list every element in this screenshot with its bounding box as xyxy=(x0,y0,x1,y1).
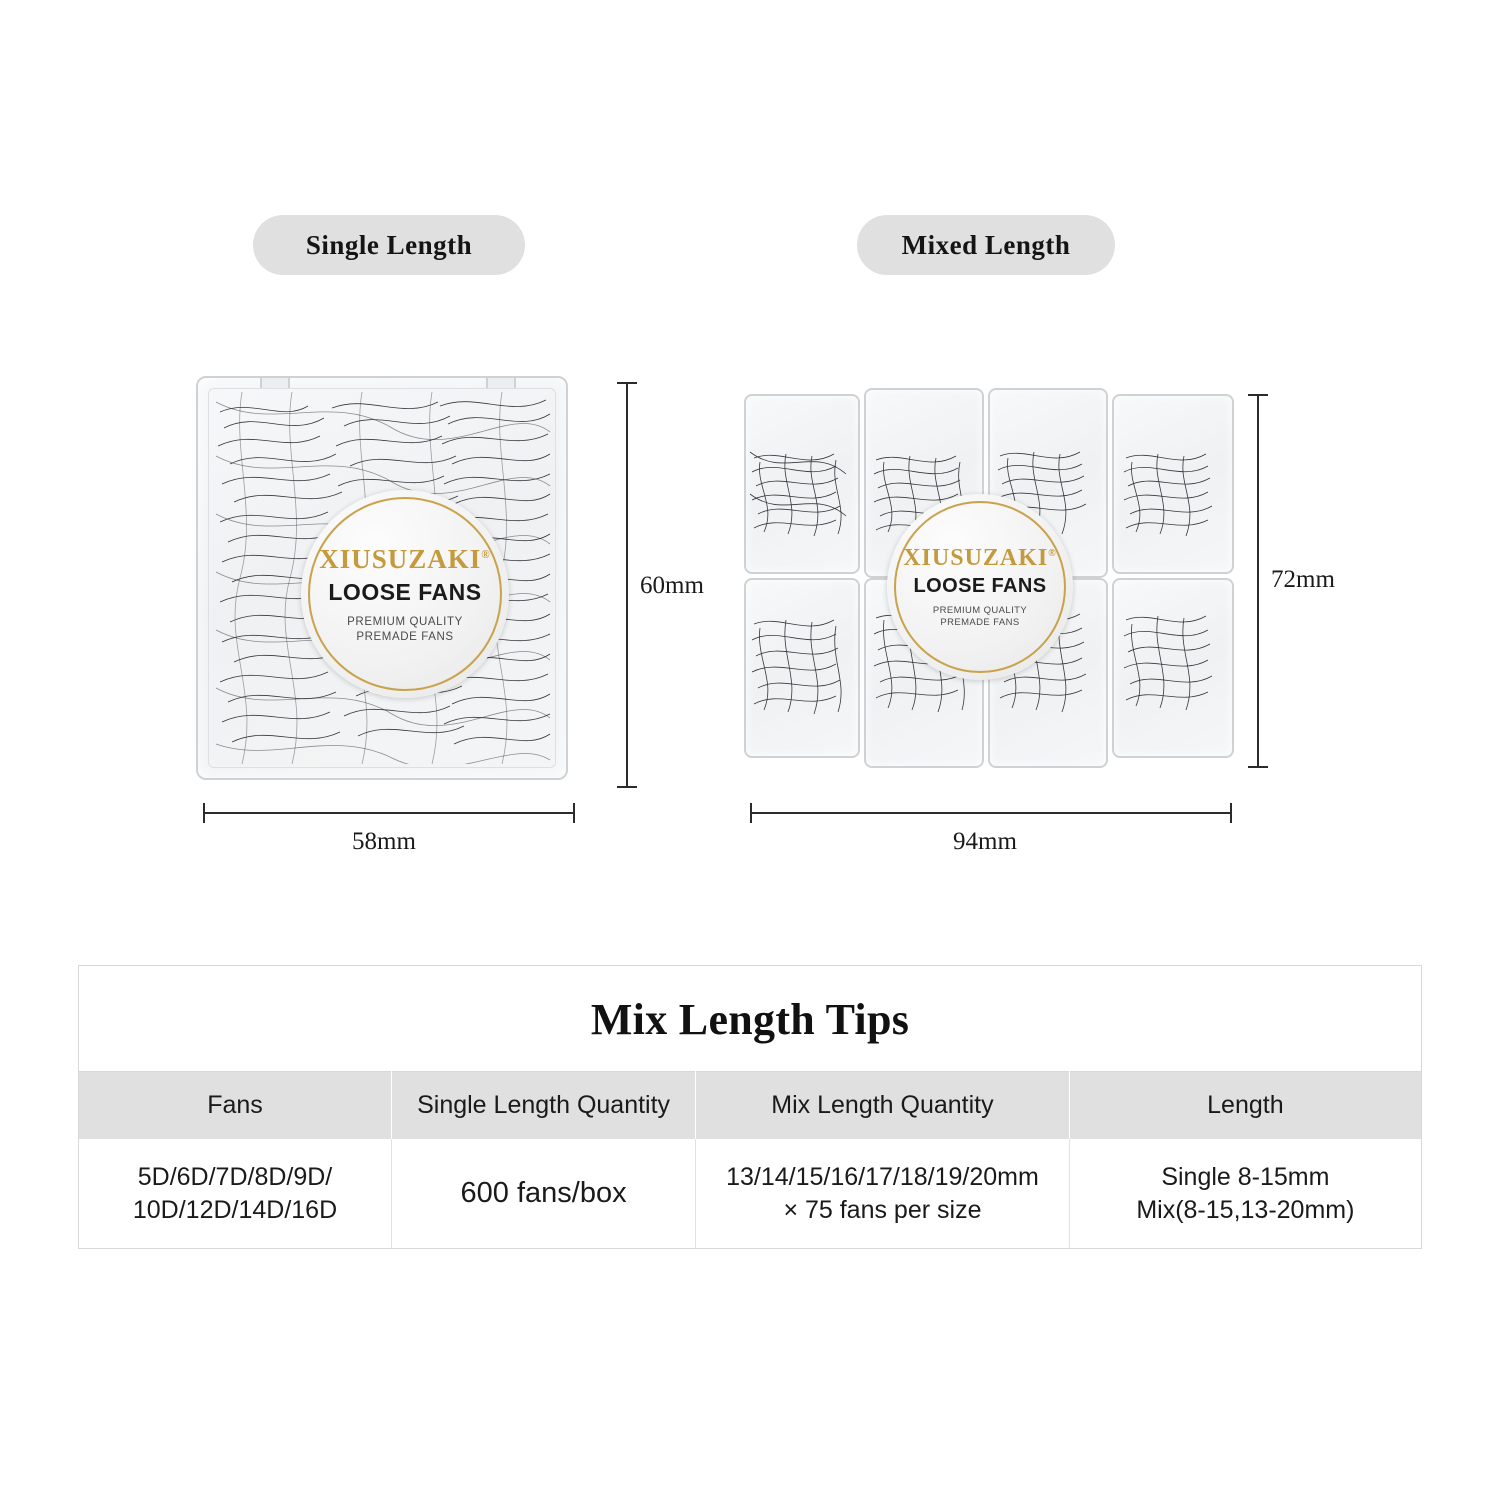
brand-label-gold-ring xyxy=(308,497,502,691)
brand-name xyxy=(319,544,491,575)
dimension-line-single-height xyxy=(626,382,628,788)
table-header-length: Length xyxy=(1069,1072,1421,1140)
table-header-single-length-quantity: Single Length Quantity xyxy=(392,1072,696,1140)
dimension-label-single-width: 58mm xyxy=(352,828,416,855)
section-pill-single-label: Single Length xyxy=(305,229,473,260)
brand-name xyxy=(903,545,1057,572)
cell-length-line2: Mix(8-15,13-20mm) xyxy=(1136,1195,1355,1224)
spec-table xyxy=(79,1071,1421,1248)
mix-length-tips-table xyxy=(78,965,1422,1249)
dimension-line-single-width xyxy=(203,812,575,814)
dimension-label-single-height: 60mm xyxy=(640,572,704,599)
brand-name-text: XIUSUZAKI xyxy=(903,545,1049,572)
cell-mix-quantity-line2: × 75 fans per size xyxy=(783,1195,982,1224)
brand-label-mixed xyxy=(887,494,1073,680)
cell-fans-line1: 5D/6D/7D/8D/9D/ xyxy=(137,1163,333,1192)
brand-subtext-line2: PREMADE FANS xyxy=(356,630,454,643)
section-pill-mixed-length xyxy=(857,215,1115,275)
brand-subtext-line2: PREMADE FANS xyxy=(940,617,1020,628)
dimension-label-mixed-width: 94mm xyxy=(953,828,1017,855)
brand-subtext-line1: PREMIUM QUALITY xyxy=(932,605,1028,617)
case-tab-left xyxy=(260,376,290,388)
table-title: Mix Length Tips xyxy=(590,995,910,1044)
brand-product-title: LOOSE FANS xyxy=(913,575,1047,598)
table-header-fans: Fans xyxy=(79,1072,392,1140)
table-row xyxy=(79,1139,1421,1248)
spec-table-head xyxy=(79,1072,1421,1140)
brand-label-gold-ring xyxy=(894,501,1066,673)
lash-cell-8 xyxy=(1112,578,1234,758)
dimension-label-mixed-height: 72mm xyxy=(1271,566,1335,593)
section-pill-row xyxy=(0,215,1500,277)
brand-product-title: LOOSE FANS xyxy=(328,579,482,606)
case-tab-right xyxy=(486,376,516,388)
section-pill-single-length xyxy=(253,215,525,275)
lash-cell-4 xyxy=(1112,394,1234,574)
cell-length-line1: Single 8-15mm xyxy=(1161,1163,1330,1192)
cell-length xyxy=(1069,1139,1421,1248)
brand-name-text: XIUSUZAKI xyxy=(319,544,482,575)
cell-fans-line2: 10D/12D/14D/16D xyxy=(132,1195,338,1224)
brand-trademark-mark: ® xyxy=(481,549,491,562)
table-header-row xyxy=(79,1072,1421,1140)
lash-cell-1 xyxy=(744,394,860,574)
cell-single-quantity: 600 fans/box xyxy=(392,1139,696,1248)
lash-cell-5 xyxy=(744,578,860,758)
brand-label-single xyxy=(301,490,509,698)
cell-mix-quantity xyxy=(696,1139,1070,1248)
dimension-line-mixed-height xyxy=(1257,394,1259,768)
brand-subtext-line1: PREMIUM QUALITY xyxy=(347,616,463,629)
product-single-length xyxy=(196,368,566,788)
spec-table-body xyxy=(79,1139,1421,1248)
cell-fans xyxy=(79,1139,392,1248)
dimension-line-mixed-width xyxy=(750,812,1232,814)
section-pill-mixed-label: Mixed Length xyxy=(901,229,1071,260)
cell-mix-quantity-line1: 13/14/15/16/17/18/19/20mm xyxy=(726,1163,1039,1192)
product-mixed-length xyxy=(744,388,1232,766)
brand-trademark-mark: ® xyxy=(1048,548,1057,560)
table-header-mix-length-quantity: Mix Length Quantity xyxy=(696,1072,1070,1140)
